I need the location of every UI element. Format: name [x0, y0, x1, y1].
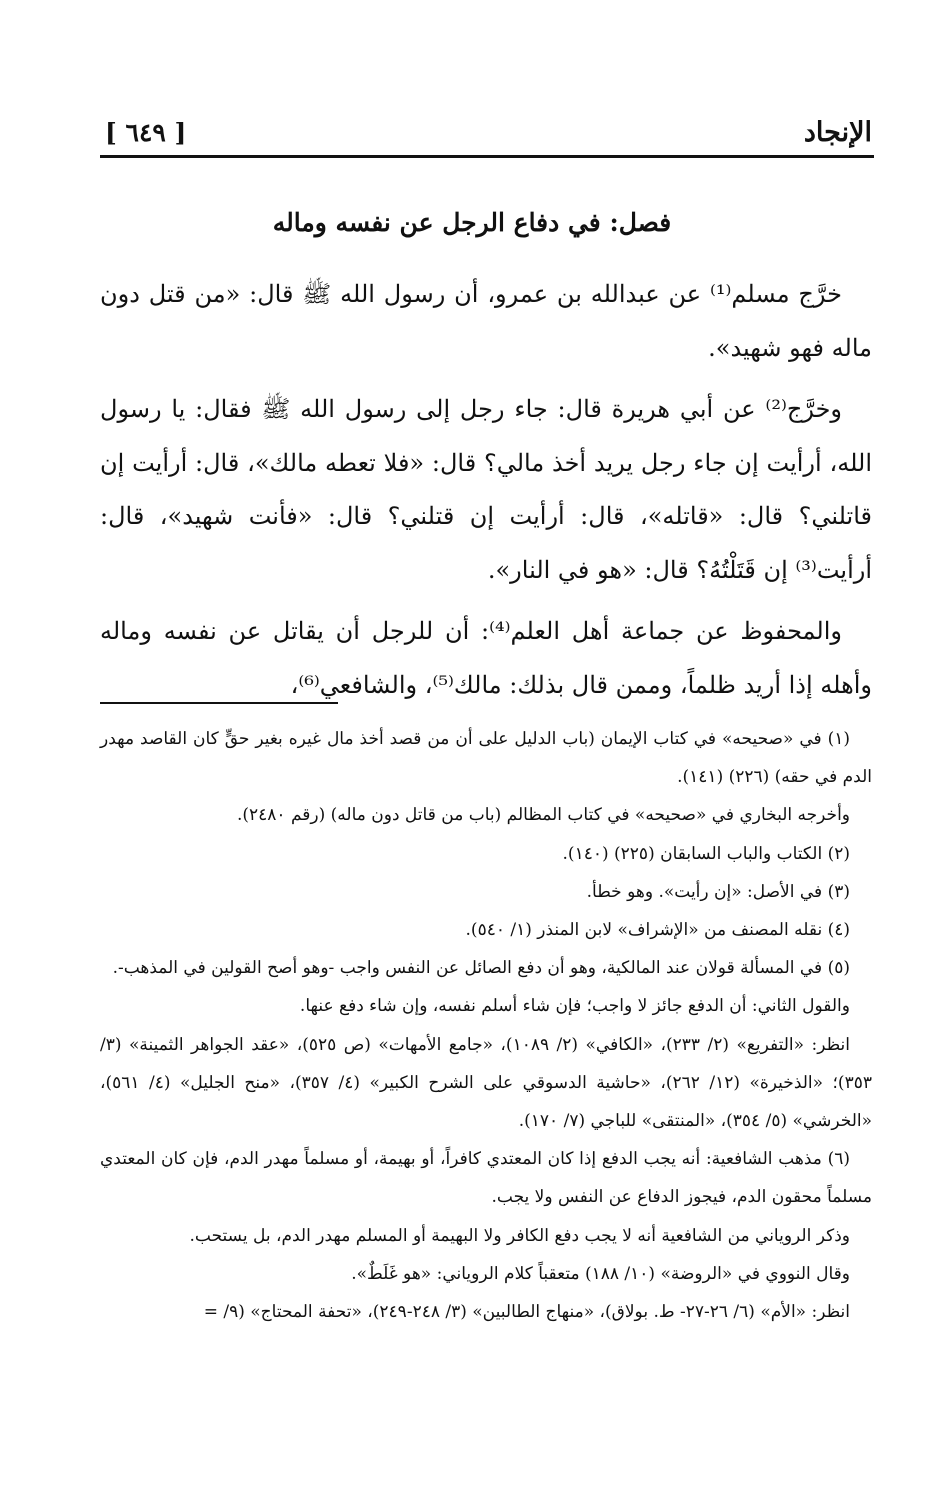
section-heading: فصل: في دفاع الرجل عن نفسه وماله	[272, 208, 672, 237]
header-rule	[100, 155, 874, 158]
footnote: (١) في «صحيحه» في كتاب الإيمان (باب الدليل على أن من قصد أخذ مال غيره بغير حقٍّ كان القاصد مهدر الدم في حقه) (٢٢٦) (١٤١).	[100, 729, 872, 788]
paragraph: والمحفوظ عن جماعة أهل العلم⁽⁴⁾: أن للرجل أن يقاتل عن نفسه وماله وأهله إذا أريد ظلماً، وممن قال بذلك: مالك⁽⁵⁾، والشافعي⁽⁶⁾،	[100, 617, 872, 699]
footnote: انظر: «التفريع» (٢/ ٢٣٣)، «الكافي» (٢/ ١٠٨٩)، «جامع الأمهات» (ص ٥٢٥)، «عقد الجواهر الثمينة» (٣/ ٣٥٣)؛ «الذخيرة» (١٢/ ٢٦٢)، «حاشية الدسوقي على الشرح الكبير» (٤/ ٣٥٧)، «منح الجليل» (٤/ ٥٦١)، «الخرشي» (٥/ ٣٥٤)، «المنتقى» للباجي (٧/ ١٧٠).	[100, 1034, 872, 1132]
running-header	[105, 112, 872, 152]
book-title: الإنجاد	[803, 116, 872, 148]
footnote: وقال النووي في «الروضة» (١٠/ ١٨٨) متعقباً كلام الروياني: «هو غَلَطٌ».	[351, 1263, 850, 1284]
footnote: (٦) مذهب الشافعية: أنه يجب الدفع إذا كان المعتدي كافراً، أو بهيمة، أو مسلماً مهدر الدم، فإن كان المعتدي مسلماً محقون الدم، فيجوز الدفاع عن النفس ولا يجب.	[100, 1149, 872, 1208]
footnote: (٥) في المسألة قولان عند المالكية، وهو أن دفع الصائل عن النفس واجب -وهو أصح القولين في المذهب-.	[112, 958, 850, 979]
footnote: (٣) في الأصل: «إن رأيت». وهو خطأ.	[586, 881, 850, 902]
page-number: [ ٦٤٩ ]	[105, 117, 187, 147]
footnotes	[100, 720, 872, 1331]
main-text	[100, 268, 872, 720]
footnote: انظر: «الأم» (٦/ ٢٦-٢٧- ط. بولاق)، «منهاج الطالبين» (٣/ ٢٤٨-٢٤٩)، «تحفة المحتاج» (٩/ =	[203, 1302, 850, 1323]
paragraph: وخرَّج⁽²⁾ عن أبي هريرة قال: جاء رجل إلى رسول الله ﷺ فقال: يا رسول الله، أرأيت إن جاء رجل يريد أخذ مالي؟ قال: «فلا تعطه مالك»، قال: أرأيت إن قاتلني؟ قال: «قاتله»، قال: أرأيت إن قتلني؟ قال: «فأنت شهيد»، قال: أرأيت⁽³⁾ إن قَتَلْتُهُ؟ قال: «هو في النار».	[100, 395, 873, 584]
footnote: (٤) نقله المصنف من «الإشراف» لابن المنذر (١/ ٥٤٠).	[465, 920, 850, 941]
footnote: والقول الثاني: أن الدفع جائز لا واجب؛ فإن شاء أسلم نفسه، وإن شاء دفع عنها.	[299, 996, 850, 1017]
paragraph: خرَّج مسلم⁽¹⁾ عن عبدالله بن عمرو، أن رسول الله ﷺ قال: «من قتل دون ماله فهو شهيد».	[100, 280, 872, 362]
footnote-separator	[100, 702, 338, 704]
footnote: وأخرجه البخاري في «صحيحه» في كتاب المظالم (باب من قاتل دون ماله) (رقم ٢٤٨٠).	[236, 805, 850, 826]
footnote: وذكر الروياني من الشافعية أنه لا يجب دفع الكافر ولا البهيمة أو المسلم مهدر الدم، بل يستحب.	[189, 1225, 850, 1246]
footnote: (٢) الكتاب والباب السابقان (٢٢٥) (١٤٠).	[562, 843, 850, 864]
